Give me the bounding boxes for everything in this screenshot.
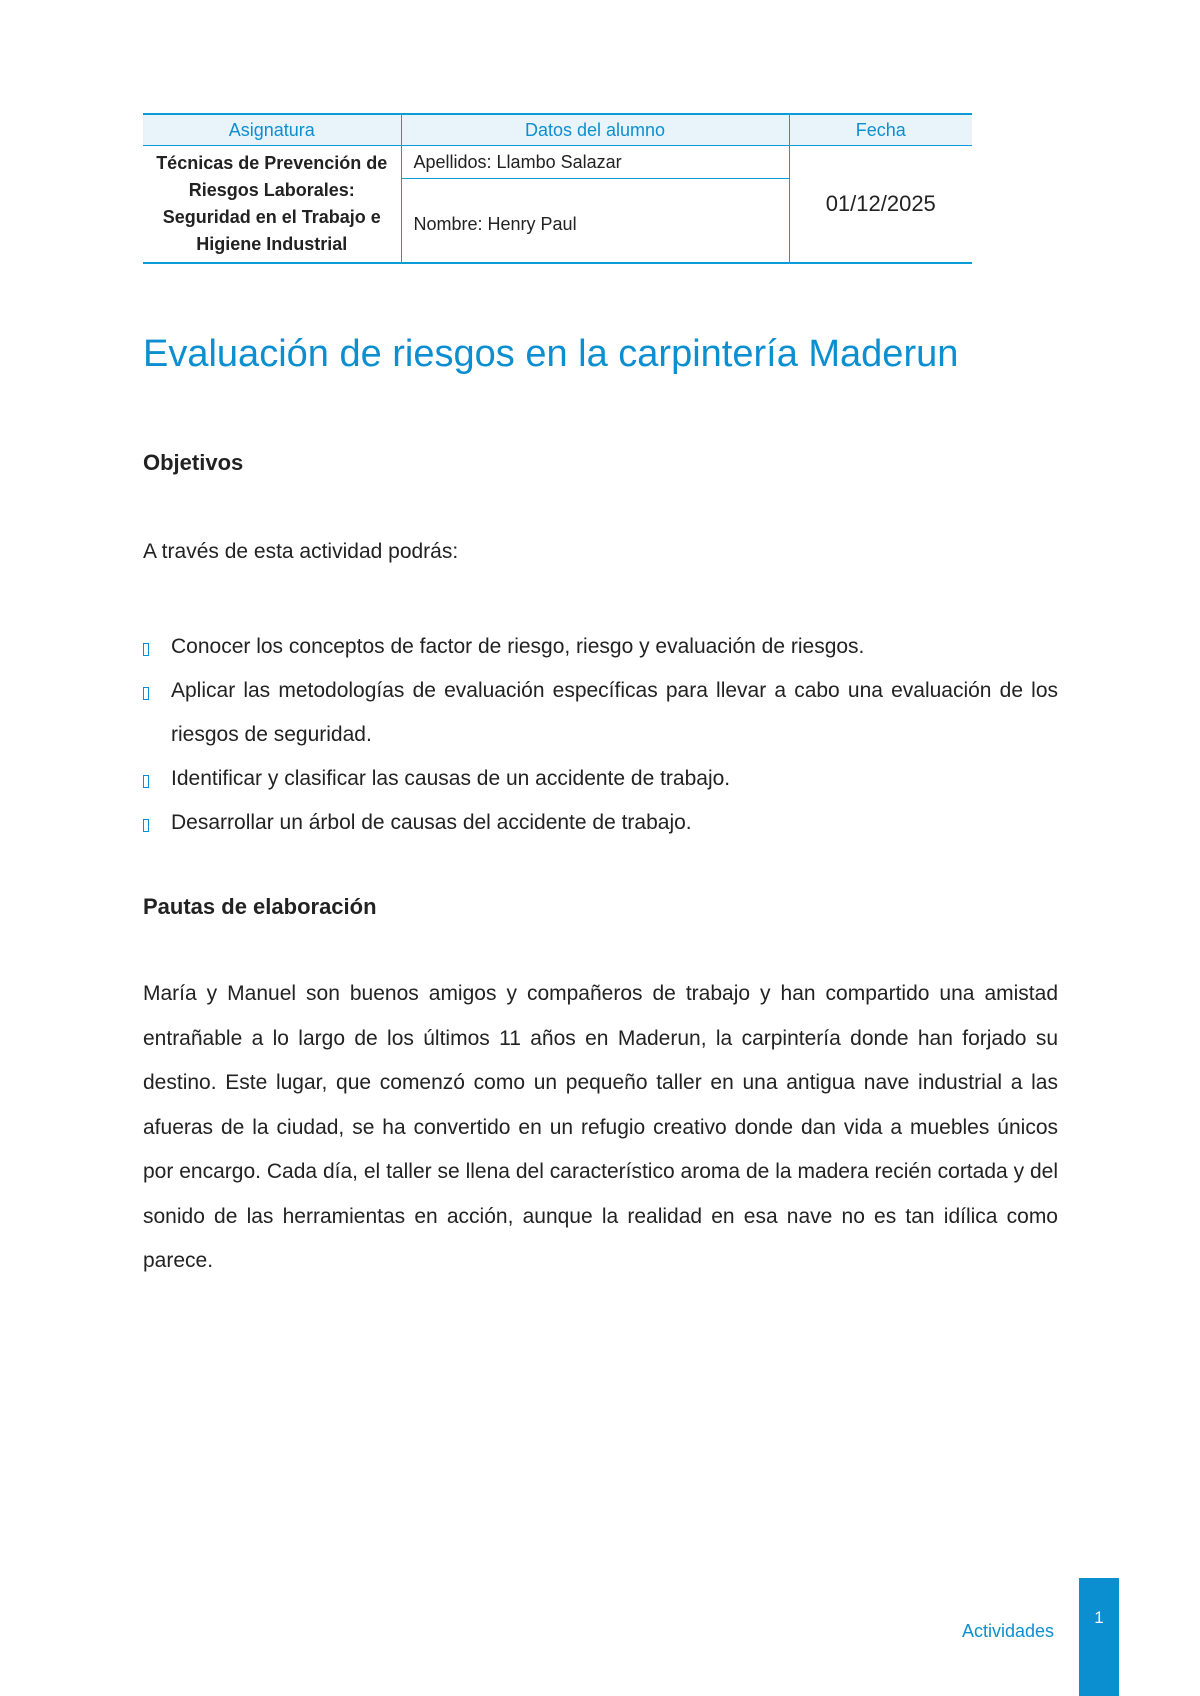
column-header-datos-alumno: Datos del alumno <box>401 114 789 146</box>
list-item-text: Aplicar las metodologías de evaluación específicas para llevar a cabo una evaluación de los riesgos de seguridad. <box>171 679 1058 746</box>
student-surname: Apellidos: Llambo Salazar <box>401 146 789 179</box>
pautas-heading: Pautas de elaboración <box>143 894 377 919</box>
student-name: Nombre: Henry Paul <box>401 179 789 263</box>
list-item <box>143 801 1058 845</box>
list-item <box>143 625 1058 669</box>
list-item <box>143 669 1058 757</box>
document-title: Evaluación de riesgos en la carpintería Maderun <box>143 333 959 375</box>
date-value: 01/12/2025 <box>789 146 972 264</box>
subject-name: Técnicas de Prevención de Riesgos Laborales: Seguridad en el Trabajo e Higiene Industrial <box>143 146 401 264</box>
list-item-text: Desarrollar un árbol de causas del accidente de trabajo. <box>171 811 692 834</box>
objetivos-list <box>143 625 1058 845</box>
column-header-fecha: Fecha <box>789 114 972 146</box>
header-table-columns <box>143 114 972 146</box>
bullet-icon <box>143 643 149 656</box>
bullet-icon <box>143 687 149 700</box>
pautas-paragraph: María y Manuel son buenos amigos y compañeros de trabajo y han compartido una amistad entrañable a lo largo de los últimos 11 años en Maderun, la carpintería donde han forjado su destino. Este lugar, que comenzó como un pequeño taller en una antigua nave industrial a las afueras de la ciudad, se ha convertido en un refugio creativo donde dan vida a muebles únicos por encargo. Cada día, el taller se llena del característico aroma de la madera recién cortada y del sonido de las herramientas en acción, aunque la realidad en esa nave no es tan idílica como parece. <box>143 982 1058 1272</box>
header-table <box>143 113 972 264</box>
list-item-text: Conocer los conceptos de factor de riesgo, riesgo y evaluación de riesgos. <box>171 635 865 658</box>
footer-label: Actividades <box>962 1621 1055 1641</box>
bullet-icon <box>143 819 149 832</box>
list-item <box>143 757 1058 801</box>
objetivos-heading: Objetivos <box>143 450 244 475</box>
column-header-asignatura: Asignatura <box>143 114 401 146</box>
list-item-text: Identificar y clasificar las causas de un accidente de trabajo. <box>171 767 731 790</box>
page-number: 1 <box>1079 1578 1119 1696</box>
header-table-row <box>143 146 972 179</box>
bullet-icon <box>143 775 149 788</box>
objetivos-intro: A través de esta actividad podrás: <box>143 540 459 563</box>
